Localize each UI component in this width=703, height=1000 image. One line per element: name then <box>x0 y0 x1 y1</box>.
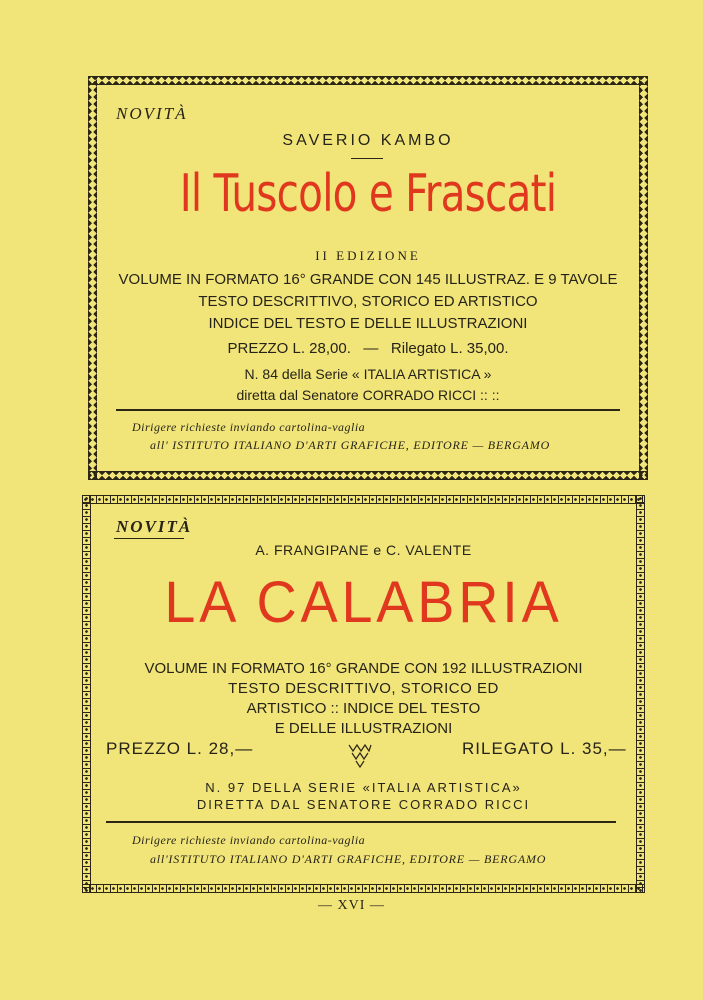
description-line-1: VOLUME IN FORMATO 16° GRANDE CON 145 ILLUSTRAZ. E 9 TAVOLE <box>118 271 618 288</box>
advertisement-tuscolo-frascati <box>88 76 648 480</box>
price-line <box>88 340 648 357</box>
contact-divider <box>106 821 616 823</box>
novita-label: NOVITÀ <box>116 517 193 536</box>
price-bound: Rilegato L. 35,00. <box>390 340 509 357</box>
contact-divider <box>116 409 620 411</box>
series-line: N. 84 della Serie « ITALIA ARTISTICA » <box>244 366 492 382</box>
diamond-border-top <box>88 76 648 85</box>
diamond-border-bottom <box>88 471 648 480</box>
director-line: DIRETTA DAL SENATORE CORRADO RICCI <box>196 797 531 812</box>
description-line-4: E DELLE ILLUSTRAZIONI <box>274 720 453 737</box>
book-title: Il Tuscolo e Frascati <box>179 164 557 224</box>
description-line-3: INDICE DEL TESTO E DELLE ILLUSTRAZIONI <box>208 315 528 332</box>
director-line: diretta dal Senatore CORRADO RICCI :: :: <box>236 387 500 403</box>
advertisement-la-calabria <box>82 495 645 893</box>
description-line-2: TESTO DESCRITTIVO, STORICO ED <box>228 680 499 697</box>
contact-line-1: Dirigere richieste inviando cartolina-vaglia <box>132 420 366 434</box>
description-line-3: ARTISTICO :: INDICE DEL TESTO <box>246 700 481 717</box>
contact-line-2: all' ISTITUTO ITALIANO D'ARTI GRAFICHE, EDITORE — BERGAMO <box>150 438 551 452</box>
square-border-top <box>82 495 645 504</box>
description-line-1: VOLUME IN FORMATO 16° GRANDE CON 192 ILLUSTRAZIONI <box>144 660 583 677</box>
author-underline <box>351 158 383 159</box>
price-bound: RILEGATO L. 35,— <box>462 739 627 758</box>
publisher-ornament-icon <box>347 743 373 769</box>
price: PREZZO L. 28,00. <box>227 340 351 357</box>
contact-line-2: all'ISTITUTO ITALIANO D'ARTI GRAFICHE, EDITORE — BERGAMO <box>150 852 547 866</box>
page-number: — XVI — <box>318 898 385 913</box>
novita-label: NOVITÀ <box>116 104 188 123</box>
price: PREZZO L. 28,— <box>106 739 254 758</box>
price-separator: — <box>363 340 379 357</box>
author-name: SAVERIO KAMBO <box>282 132 454 149</box>
book-title: LA CALABRIA <box>164 570 563 635</box>
square-border-bottom <box>82 884 645 893</box>
edition-label: II EDIZIONE <box>315 248 421 263</box>
authors: A. FRANGIPANE e C. VALENTE <box>255 542 472 558</box>
contact-line-1: Dirigere richieste inviando cartolina-vaglia <box>132 833 366 847</box>
series-line: N. 97 DELLA SERIE «ITALIA ARTISTICA» <box>205 780 522 795</box>
novita-underline <box>114 538 184 539</box>
description-line-2: TESTO DESCRITTIVO, STORICO ED ARTISTICO <box>198 293 538 310</box>
